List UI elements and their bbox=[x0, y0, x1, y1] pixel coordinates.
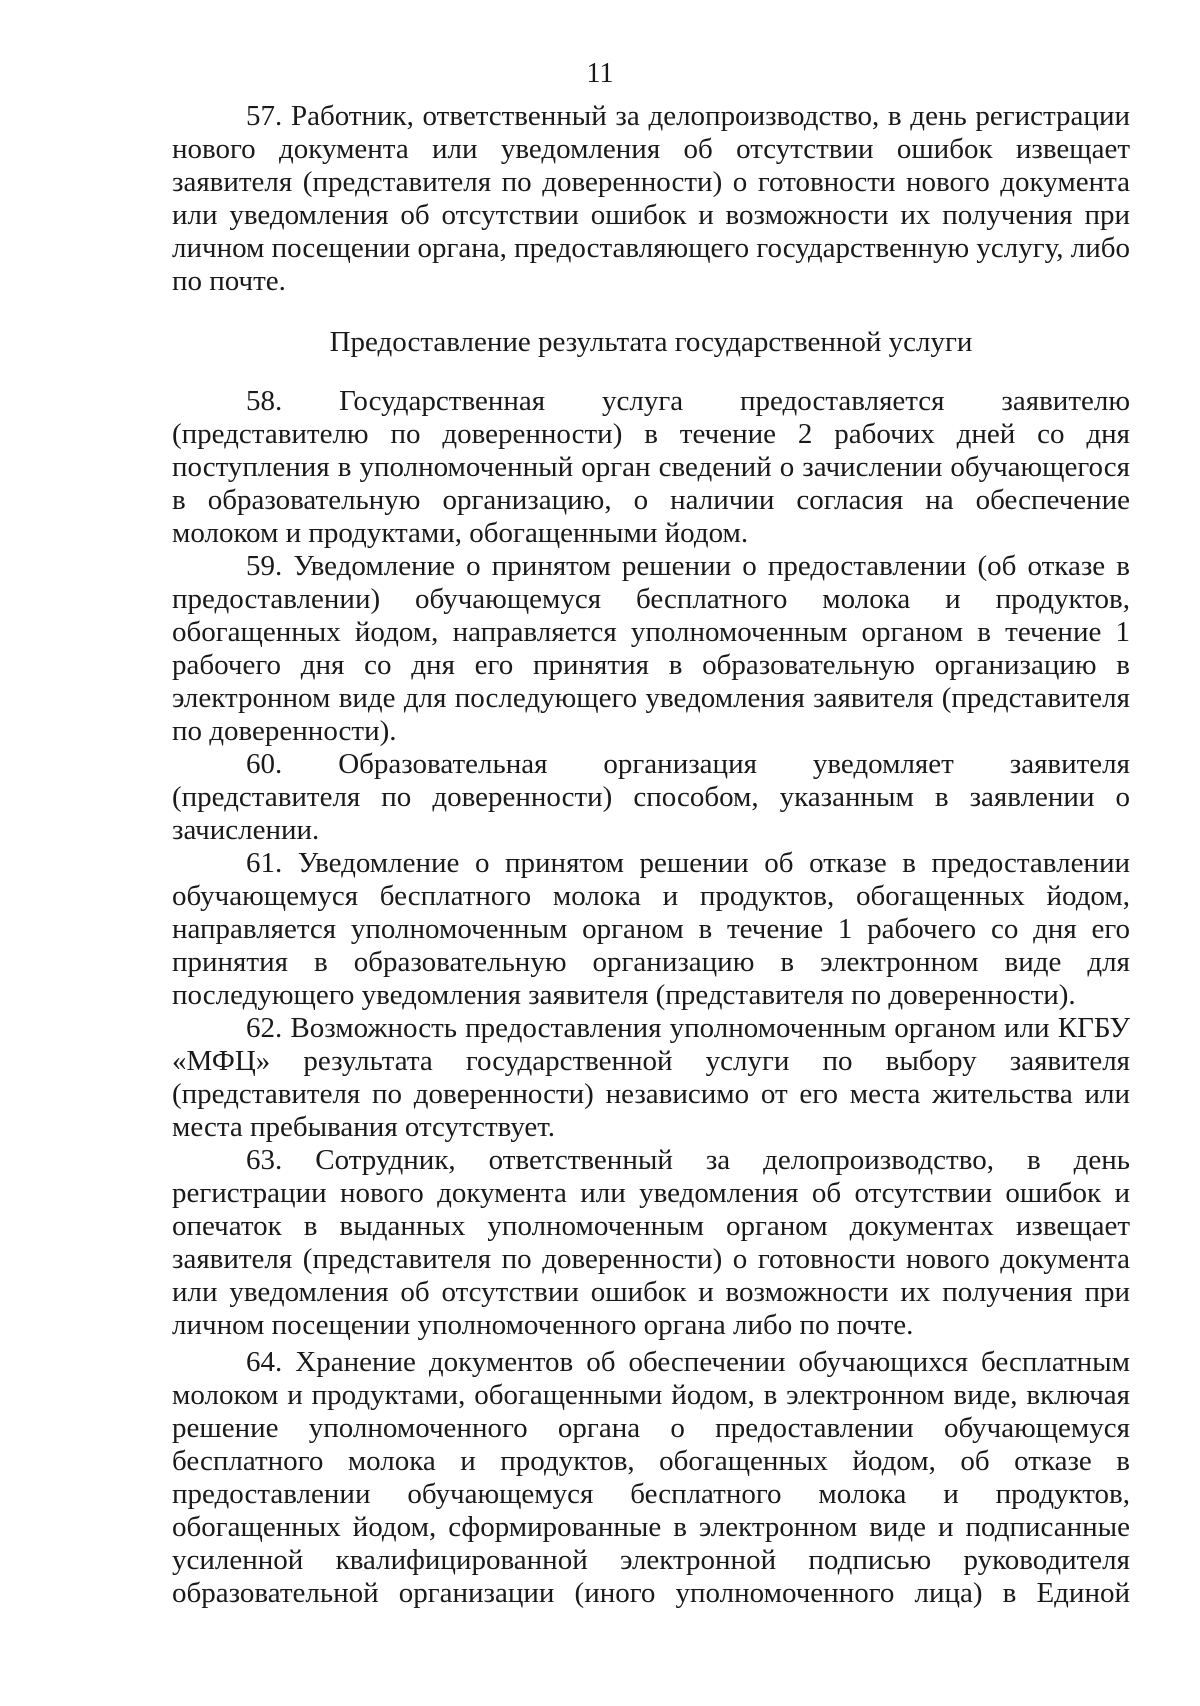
paragraph-61: 61. Уведомление о принятом решении об отказе в предоставлении обучающемуся бесплатного молока и продуктов, обогащенных йодом, направляется уполномоченным органом в течение 1 рабочего со дня его принятия в образовательную организацию в электронном виде для последующего уведомления заявителя (представителя по доверенности). bbox=[172, 847, 1130, 1011]
paragraph-64: 64. Хранение документов об обеспечении обучающихся бесплатным молоком и продуктами, обогащенными йодом, в электронном виде, включая решение уполномоченного органа о предоставлении обучающемуся бесплатного молока и продуктов, обогащенных йодом, об отказе в предоставлении обучающемуся бесплатного молока и продуктов, обогащенных йодом, сформированные в электронном виде и подписанные усиленной квалифицированной электронной подписью руководителя образовательной организации (иного уполномоченного лица) в Единой bbox=[172, 1346, 1130, 1609]
section-heading: Предоставление результата государственной услуги bbox=[329, 326, 973, 358]
paragraph-59: 59. Уведомление о принятом решении о предоставлении (об отказе в предоставлении) обучающемуся бесплатного молока и продуктов, обогащенных йодом, направляется уполномоченным органом в течение 1 рабочего дня со дня его принятия в образовательную организацию в электронном виде для последующего уведомления заявителя (представителя по доверенности). bbox=[172, 550, 1130, 747]
paragraph-62: 62. Возможность предоставления уполномоченным органом или КГБУ «МФЦ» результата государственной услуги по выбору заявителя (представителя по доверенности) независимо от его места жительства или места пребывания отсутствует. bbox=[172, 1012, 1130, 1143]
page-number: 11 bbox=[586, 58, 614, 89]
document-body bbox=[172, 100, 1130, 1610]
paragraph-63: 63. Сотрудник, ответственный за делопроизводство, в день регистрации нового документа или уведомления об отсутствии ошибок и опечаток в выданных уполномоченным органом документах извещает заявителя (представителя по доверенности) о готовности нового документа или уведомления об отсутствии ошибок и возможности их получения при личном посещении уполномоченного органа либо по почте. bbox=[172, 1144, 1130, 1341]
paragraph-57: 57. Работник, ответственный за делопроизводство, в день регистрации нового документа или уведомления об отсутствии ошибок извещает заявителя (представителя по доверенности) о готовности нового документа или уведомления об отсутствии ошибок и возможности их получения при личном посещении органа, предоставляющего государственную услугу, либо по почте. bbox=[172, 100, 1130, 297]
paragraph-58: 58. Государственная услуга предоставляется заявителю (представителю по доверенности) в течение 2 рабочих дней со дня поступления в уполномоченный орган сведений о зачислении обучающегося в образовательную организацию, о наличии согласия на обеспечение молоком и продуктами, обогащенными йодом. bbox=[172, 385, 1130, 549]
paragraph-60: 60. Образовательная организация уведомляет заявителя (представителя по доверенности) способом, указанным в заявлении о зачислении. bbox=[172, 748, 1130, 846]
